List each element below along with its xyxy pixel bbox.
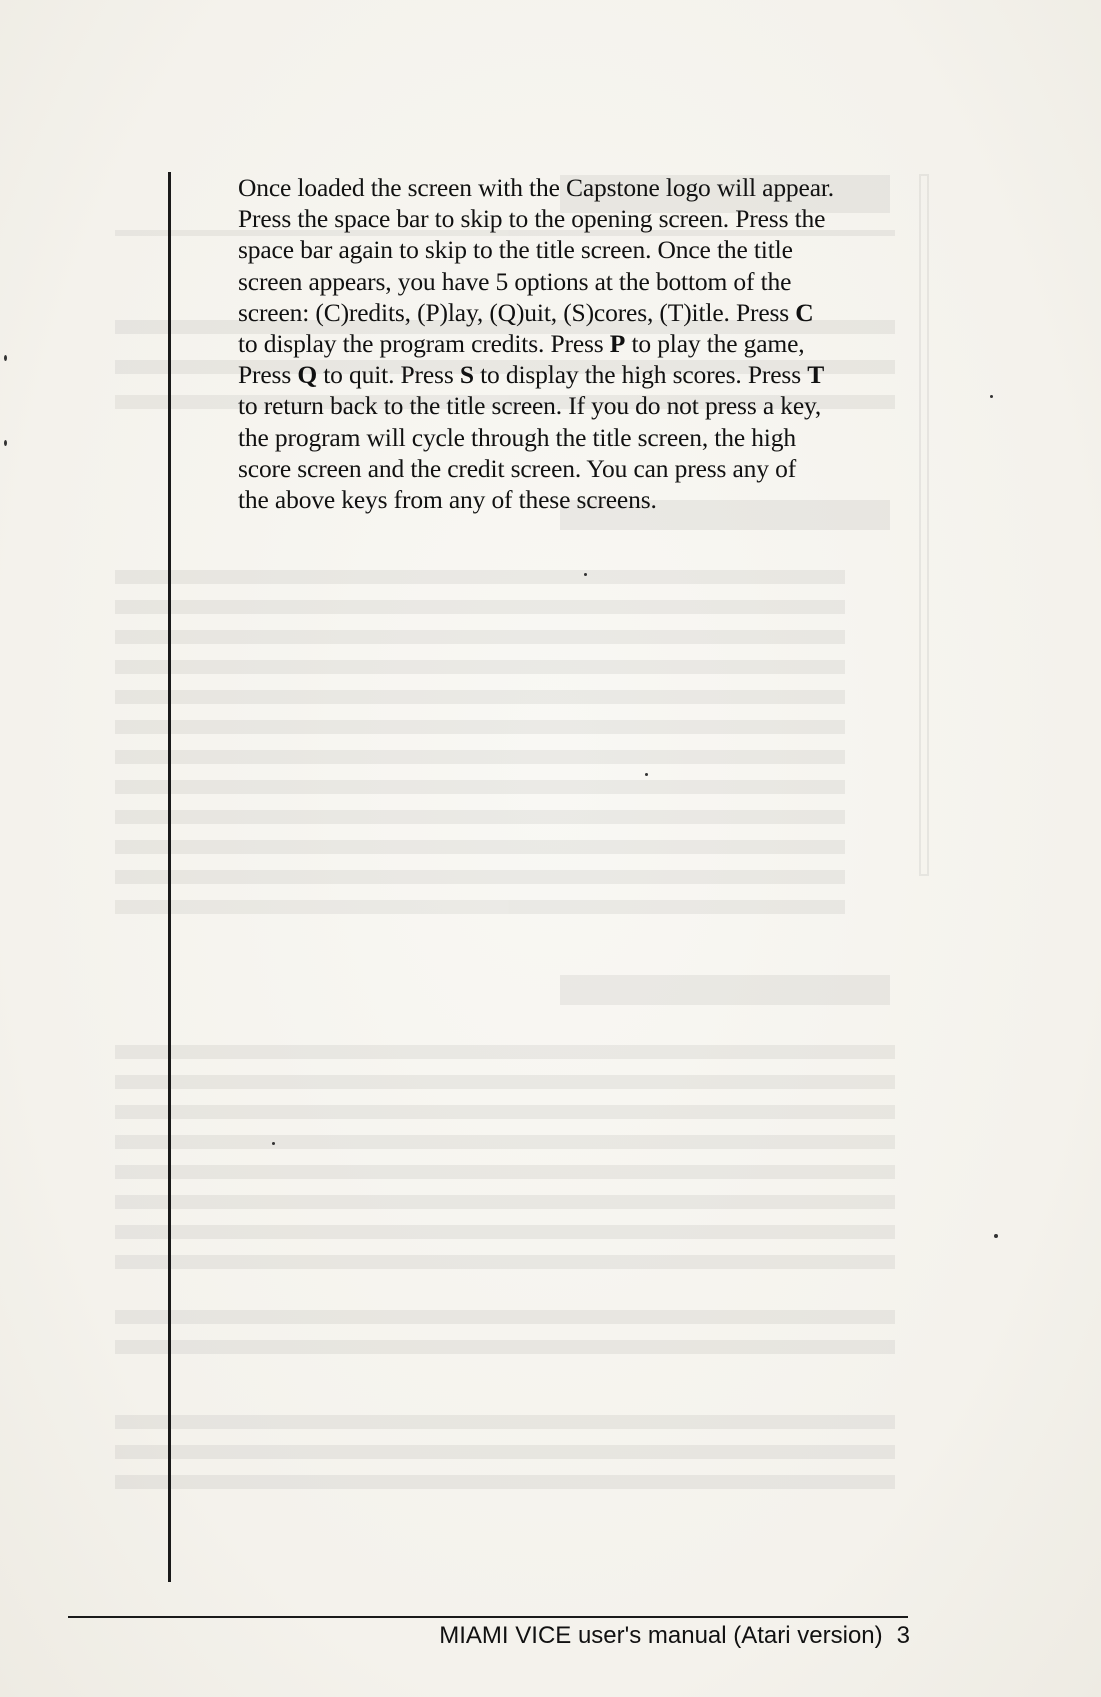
text-run: Press — [238, 360, 298, 390]
footer-title: MIAMI VICE user's manual (Atari version) — [439, 1622, 883, 1649]
paragraph-line — [238, 359, 910, 390]
paragraph-line — [238, 453, 910, 484]
paper-speck — [584, 573, 587, 576]
paragraph-line — [238, 297, 910, 328]
key-t: T — [807, 360, 825, 390]
footer-rule — [68, 1616, 908, 1618]
key-q: Q — [297, 360, 318, 390]
text-run: to display the program credits. Press — [238, 329, 610, 359]
text-run: space bar again to skip to the title screen. Once the title — [238, 235, 793, 265]
text-run: to quit. Press — [317, 360, 460, 390]
page-footer — [360, 1622, 910, 1650]
paragraph-line — [238, 172, 910, 203]
paper-speck — [4, 440, 7, 446]
text-run: to return back to the title screen. If you do not press a key, — [238, 391, 822, 421]
text-run: score screen and the credit screen. You can press any of — [238, 453, 797, 483]
text-run: to play the game, — [625, 329, 805, 359]
paragraph-line — [238, 390, 910, 421]
paper-speck — [990, 395, 993, 398]
paragraph-line — [238, 328, 910, 359]
text-run: Once loaded the screen with the Capstone logo will appear. — [238, 173, 835, 202]
instructions-paragraph — [238, 172, 910, 515]
paragraph-line — [238, 234, 910, 265]
paper-speck — [994, 1234, 998, 1238]
text-run: the above keys from any of these screens. — [238, 485, 657, 515]
key-s: S — [459, 360, 474, 390]
key-c: C — [795, 297, 814, 327]
text-run: Press the space bar to skip to the opening screen. Press the — [238, 204, 826, 234]
page-number: 3 — [896, 1622, 910, 1649]
key-p: P — [609, 329, 626, 359]
text-run: to display the high scores. Press — [473, 360, 808, 390]
text-run: screen appears, you have 5 options at the bottom of the — [238, 266, 792, 296]
paper-speck — [645, 773, 648, 776]
paragraph-line — [238, 266, 910, 297]
paragraph-line — [238, 203, 910, 234]
paragraph-line — [238, 422, 910, 453]
paper-speck — [272, 1142, 275, 1145]
paragraph-line — [238, 484, 910, 515]
paper-speck — [4, 355, 7, 361]
vertical-margin-rule — [168, 172, 171, 1582]
text-run: the program will cycle through the title screen, the high — [238, 422, 796, 452]
text-run: screen: (C)redits, (P)lay, (Q)uit, (S)cores, (T)itle. Press — [238, 297, 796, 327]
